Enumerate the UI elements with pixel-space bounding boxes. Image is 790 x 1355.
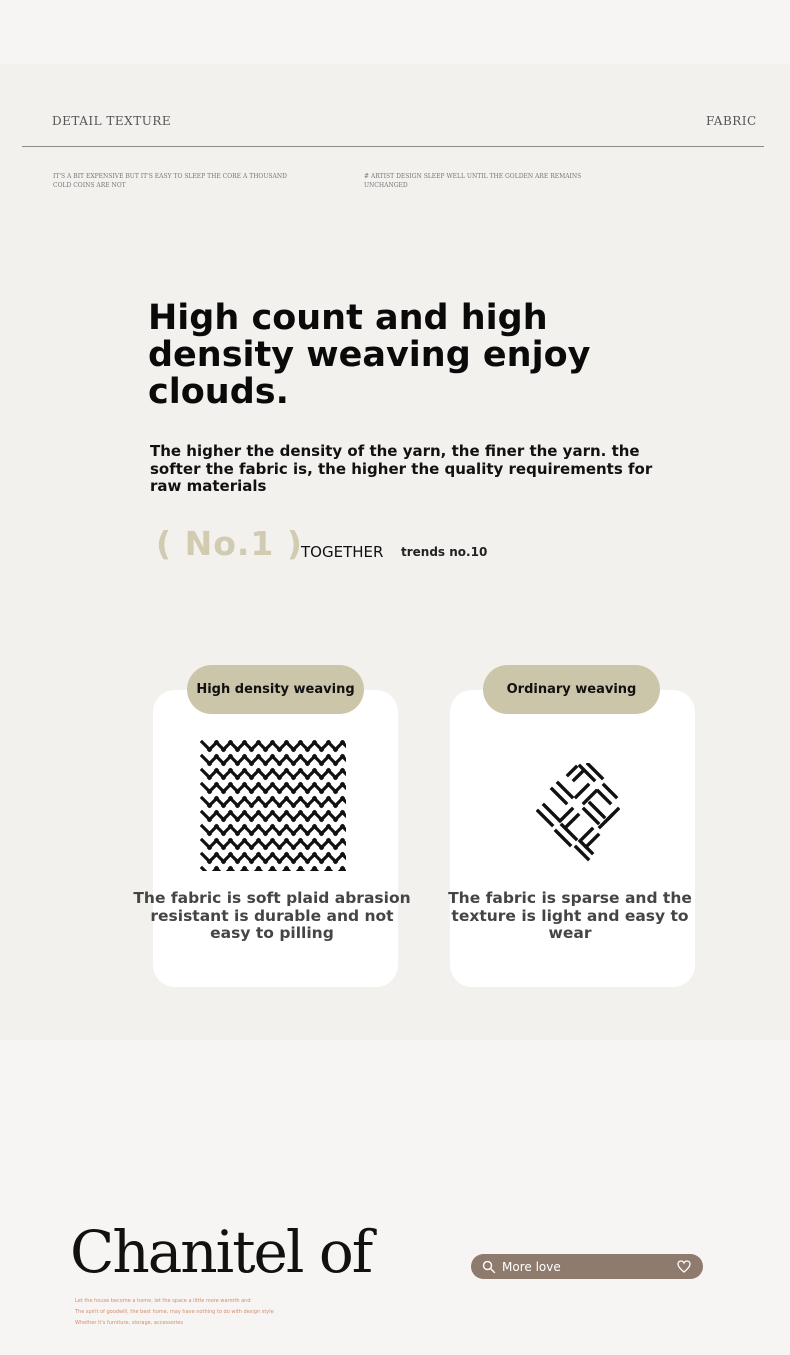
hero-headline: High count and high density weaving enjoy clouds. [148, 298, 591, 412]
brand-name: Chanitel of [70, 1218, 372, 1286]
brand-tagline-line: Let the house become a home, let the space a little more warmth and [75, 1298, 251, 1304]
micro-text-right: # ARTIST DESIGN SLEEP WELL UNTIL THE GOLDEN ARE REMAINS UNCHANGED [364, 173, 582, 189]
hero-subhead: The higher the density of the yarn, the finer the yarn. the softer the fabric is, the higher the quality requirements for raw materials [150, 442, 653, 495]
detail-texture-label: DETAIL TEXTURE [52, 114, 172, 128]
top-band [0, 0, 790, 64]
micro-text-left: IT'S A BIT EXPENSIVE BUT IT'S EASY TO SLEEP THE CORE A THOUSAND COLD COINS ARE NOT [53, 173, 287, 189]
ordinary-weaving-title: Ordinary weaving [483, 665, 660, 714]
heart-icon[interactable] [677, 1260, 691, 1273]
brand-tagline-line: Whether it's furniture, storage, accessories [75, 1320, 183, 1326]
together-label: TOGETHER [301, 543, 384, 561]
more-love-search-bar[interactable] [471, 1254, 703, 1279]
rank-badge: ( No.1 ) [156, 524, 303, 563]
ordinary-weaving-description: The fabric is sparse and the texture is light and easy to wear [448, 889, 692, 942]
header-divider [22, 146, 764, 147]
trends-label: trends no.10 [401, 545, 488, 559]
sparse-weave-pattern-icon [536, 763, 620, 862]
dense-weave-pattern-icon [200, 740, 346, 871]
brand-tagline-line: The spirit of goodwill, the best home, may have nothing to do with design style [75, 1309, 274, 1315]
fabric-label: FABRIC [706, 114, 757, 128]
search-label: More love [502, 1259, 561, 1274]
search-icon [482, 1260, 496, 1274]
high-density-title: High density weaving [187, 665, 364, 714]
bottom-band [0, 1040, 790, 1355]
high-density-description: The fabric is soft plaid abrasion resistant is durable and not easy to pilling [133, 889, 411, 942]
